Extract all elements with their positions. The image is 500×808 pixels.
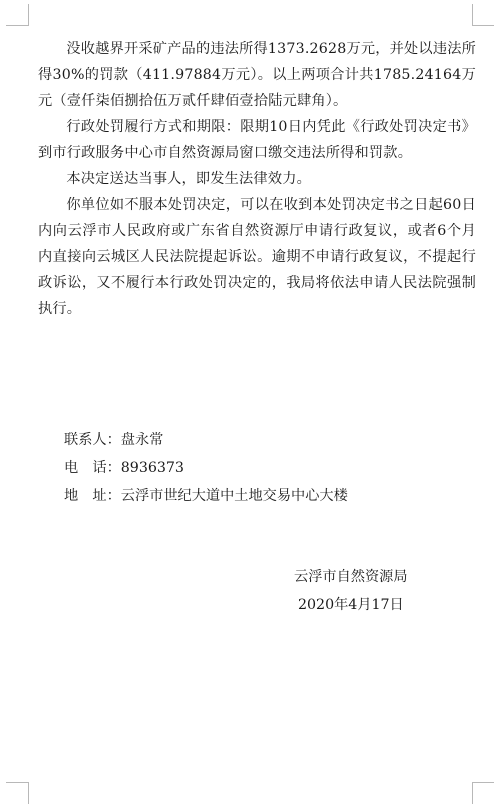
crop-mark-bottom-left-v: [28, 782, 29, 804]
crop-mark-bottom-right-h: [472, 782, 494, 783]
signature-date: 2020年4月17日: [298, 597, 404, 613]
signature-org: 云浮市自然资源局: [294, 569, 408, 585]
paragraph-payment-method: 行政处罚履行方式和期限：限期10日内凭此《行政处罚决定书》到市行政服务中心市自然资源局窗口缴交违法所得和罚款。: [38, 119, 476, 161]
contact-phone-value: 8936373: [120, 460, 184, 476]
contact-person-row: [64, 426, 348, 454]
signature-block: [294, 563, 434, 619]
crop-mark-top-left-v: [28, 4, 29, 26]
contact-address-row: [64, 482, 348, 510]
contact-address-label: 地 址：: [64, 488, 121, 504]
crop-mark-top-right-v: [472, 4, 473, 26]
contact-person-label: 联系人：: [64, 432, 121, 448]
crop-mark-top-left-h: [6, 25, 28, 26]
body-text: [38, 36, 476, 322]
crop-mark-bottom-right-v: [472, 782, 473, 804]
contact-block: [64, 426, 348, 510]
contact-phone-row: [64, 454, 348, 482]
paragraph-effect: 本决定送达当事人，即发生法律效力。: [66, 171, 311, 187]
crop-mark-top-right-h: [472, 25, 494, 26]
contact-address-value: 云浮市世纪大道中土地交易中心大楼: [120, 488, 348, 504]
contact-person-value: 盘永常: [120, 432, 164, 448]
paragraph-confiscation: 没收越界开采矿产品的违法所得1373.2628万元，并处以违法所得30%的罚款（411.97884万元）。以上两项合计共1785.24164万元（壹仟柒佰捌拾伍万贰仟肆佰壹拾陆元肆角）。: [38, 41, 476, 109]
contact-phone-label: 电 话：: [64, 460, 121, 476]
paragraph-appeal: 你单位如不服本处罚决定，可以在收到本处罚决定书之日起60日内向云浮市人民政府或广东省自然资源厅申请行政复议，或者6个月内直接向云城区人民法院提起诉讼。逾期不申请行政复议，不提起行政诉讼，又不履行本行政处罚决定的，我局将依法申请人民法院强制执行。: [38, 197, 476, 317]
crop-mark-bottom-left-h: [6, 782, 28, 783]
